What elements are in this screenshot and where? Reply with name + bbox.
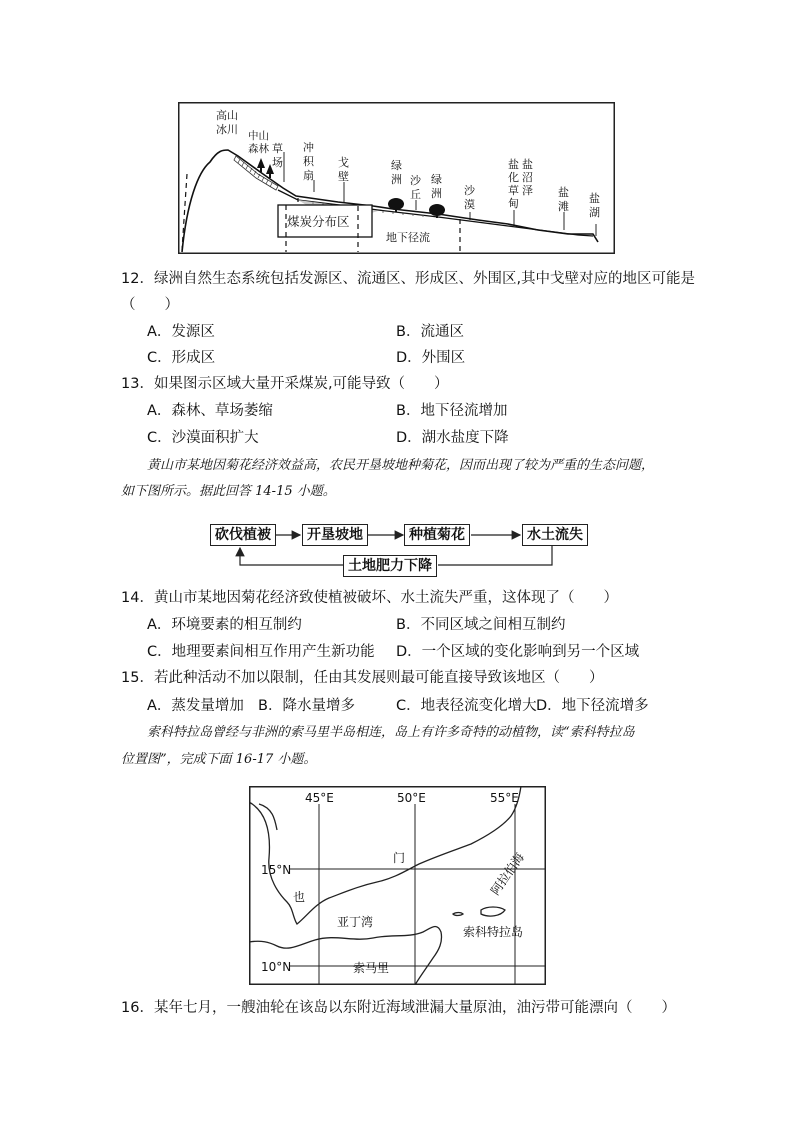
q12-option-a: A．发源区 <box>147 324 215 340</box>
label-saltmeadow-3: 草 <box>508 184 519 197</box>
q15-option-d: D．地下径流增多 <box>536 698 649 714</box>
label-desert-2: 漠 <box>464 198 475 211</box>
label-saltflat-1: 盐 <box>558 186 569 199</box>
label-forest-2: 森林 <box>248 143 269 155</box>
q12-paren: （ ） <box>121 297 179 313</box>
q14-option-b: B．不同区域之间相互制约 <box>396 617 566 633</box>
label-somali: 索马里 <box>353 961 390 975</box>
label-glacier-2: 冰川 <box>216 123 238 136</box>
q15-option-a: A．蒸发量增加 <box>147 698 244 714</box>
q13-option-d: D．湖水盐度下降 <box>396 430 509 446</box>
q12-option-b: B．流通区 <box>396 324 464 340</box>
label-dune-1: 沙 <box>410 174 421 187</box>
intro-16-17-line2: 位置图”，完成下面 16-17 小题。 <box>121 752 317 767</box>
intro-16-17-line1: 索科特拉岛曾经与非洲的索马里半岛相连，岛上有许多奇特的动植物，读“索科特拉岛 <box>147 725 635 740</box>
label-gobi-2: 壁 <box>338 170 349 183</box>
socotra-location-map <box>249 786 546 985</box>
label-oasis2-1: 绿 <box>431 173 442 186</box>
label-dune-2: 丘 <box>410 188 421 201</box>
label-arabian-sea: 阿拉伯海 <box>487 850 527 898</box>
q13-option-a: A．森林、草场萎缩 <box>147 403 273 419</box>
label-saltmarsh-2: 沼 <box>522 171 533 184</box>
label-coal: 煤炭分布区 <box>287 214 350 229</box>
flow-box-soil-erosion: 水土流失 <box>522 524 588 546</box>
q13-option-c: C．沙漠面积扩大 <box>147 430 259 446</box>
label-saltlake-1: 盐 <box>589 192 600 205</box>
q15-option-b: B．降水量增多 <box>258 698 355 714</box>
label-saltmarsh-3: 泽 <box>522 184 533 197</box>
label-fan-2: 积 <box>303 155 314 168</box>
q12-option-c: C．形成区 <box>147 350 216 366</box>
label-glacier-1: 高山 <box>216 109 238 122</box>
q13-stem: 13．如果图示区域大量开采煤炭,可能导致（ ） <box>121 376 449 392</box>
label-desert-1: 沙 <box>464 184 475 197</box>
label-fan-3: 扇 <box>303 169 314 182</box>
q15-option-c: C．地表径流变化增大 <box>396 698 537 714</box>
label-gobi-1: 戈 <box>338 156 349 169</box>
label-45e: 45°E <box>305 791 334 805</box>
intro-14-15-line2: 如下图所示。据此回答 14-15 小题。 <box>121 484 336 499</box>
label-10n: 10°N <box>261 960 292 974</box>
label-50e: 50°E <box>397 791 426 805</box>
q13-option-b: B．地下径流增加 <box>396 403 508 419</box>
label-socotra: 索科特拉岛 <box>463 925 524 939</box>
label-grass-2: 场 <box>272 156 283 169</box>
label-saltflat-2: 滩 <box>558 200 569 213</box>
label-oasis1-2: 洲 <box>391 173 402 186</box>
label-55e: 55°E <box>490 791 519 805</box>
label-groundwater: 地下径流 <box>386 231 430 244</box>
label-saltlake-2: 湖 <box>589 206 600 219</box>
q16-stem: 16．某年七月，一艘油轮在该岛以东附近海域泄漏大量原油，油污带可能漂向（ ） <box>121 1000 676 1016</box>
q14-option-d: D．一个区域的变化影响到另一个区域 <box>396 644 640 660</box>
terrain-profile-figure <box>178 102 615 254</box>
label-men: 门 <box>393 851 406 865</box>
label-fan-1: 冲 <box>303 141 314 154</box>
q14-option-c: C．地理要素间相互作用产生新功能 <box>147 644 375 660</box>
label-saltmeadow-2: 化 <box>508 171 519 184</box>
label-grass-1: 草 <box>272 142 283 155</box>
flow-box-fertility-decline: 土地肥力下降 <box>343 555 437 577</box>
label-oasis1-1: 绿 <box>391 159 402 172</box>
label-forest-1: 中山 <box>248 130 269 142</box>
profile-edge-dash <box>182 174 187 250</box>
label-oasis2-2: 洲 <box>431 187 442 200</box>
label-gulf-of-aden: 亚丁湾 <box>337 915 374 929</box>
label-saltmeadow-4: 甸 <box>508 197 519 210</box>
q14-stem: 14．黄山市某地因菊花经济致使植被破坏、水土流失严重，这体现了（ ） <box>121 590 618 606</box>
intro-14-15-line1: 黄山市某地因菊花经济效益高，农民开垦坡地种菊花，因而出现了较为严重的生态问题， <box>147 458 655 473</box>
label-saltmarsh-1: 盐 <box>522 158 533 171</box>
flow-box-reclaim-slope: 开垦坡地 <box>302 524 368 546</box>
q15-stem: 15．若此种活动不加以限制，任由其发展则最可能直接导致该地区（ ） <box>121 670 604 686</box>
label-saltmeadow-1: 盐 <box>508 158 519 171</box>
label-ye: 也 <box>293 890 306 904</box>
flow-box-cut-vegetation: 砍伐植被 <box>210 524 276 546</box>
flow-box-plant-chrysanthemum: 种植菊花 <box>404 524 470 546</box>
label-15n: 15°N <box>261 863 292 877</box>
q12-option-d: D．外围区 <box>396 350 466 366</box>
q14-option-a: A．环境要素的相互制约 <box>147 617 302 633</box>
q12-stem: 12．绿洲自然生态系统包括发源区、流通区、形成区、外围区,其中戈壁对应的地区可能是 <box>121 271 696 287</box>
